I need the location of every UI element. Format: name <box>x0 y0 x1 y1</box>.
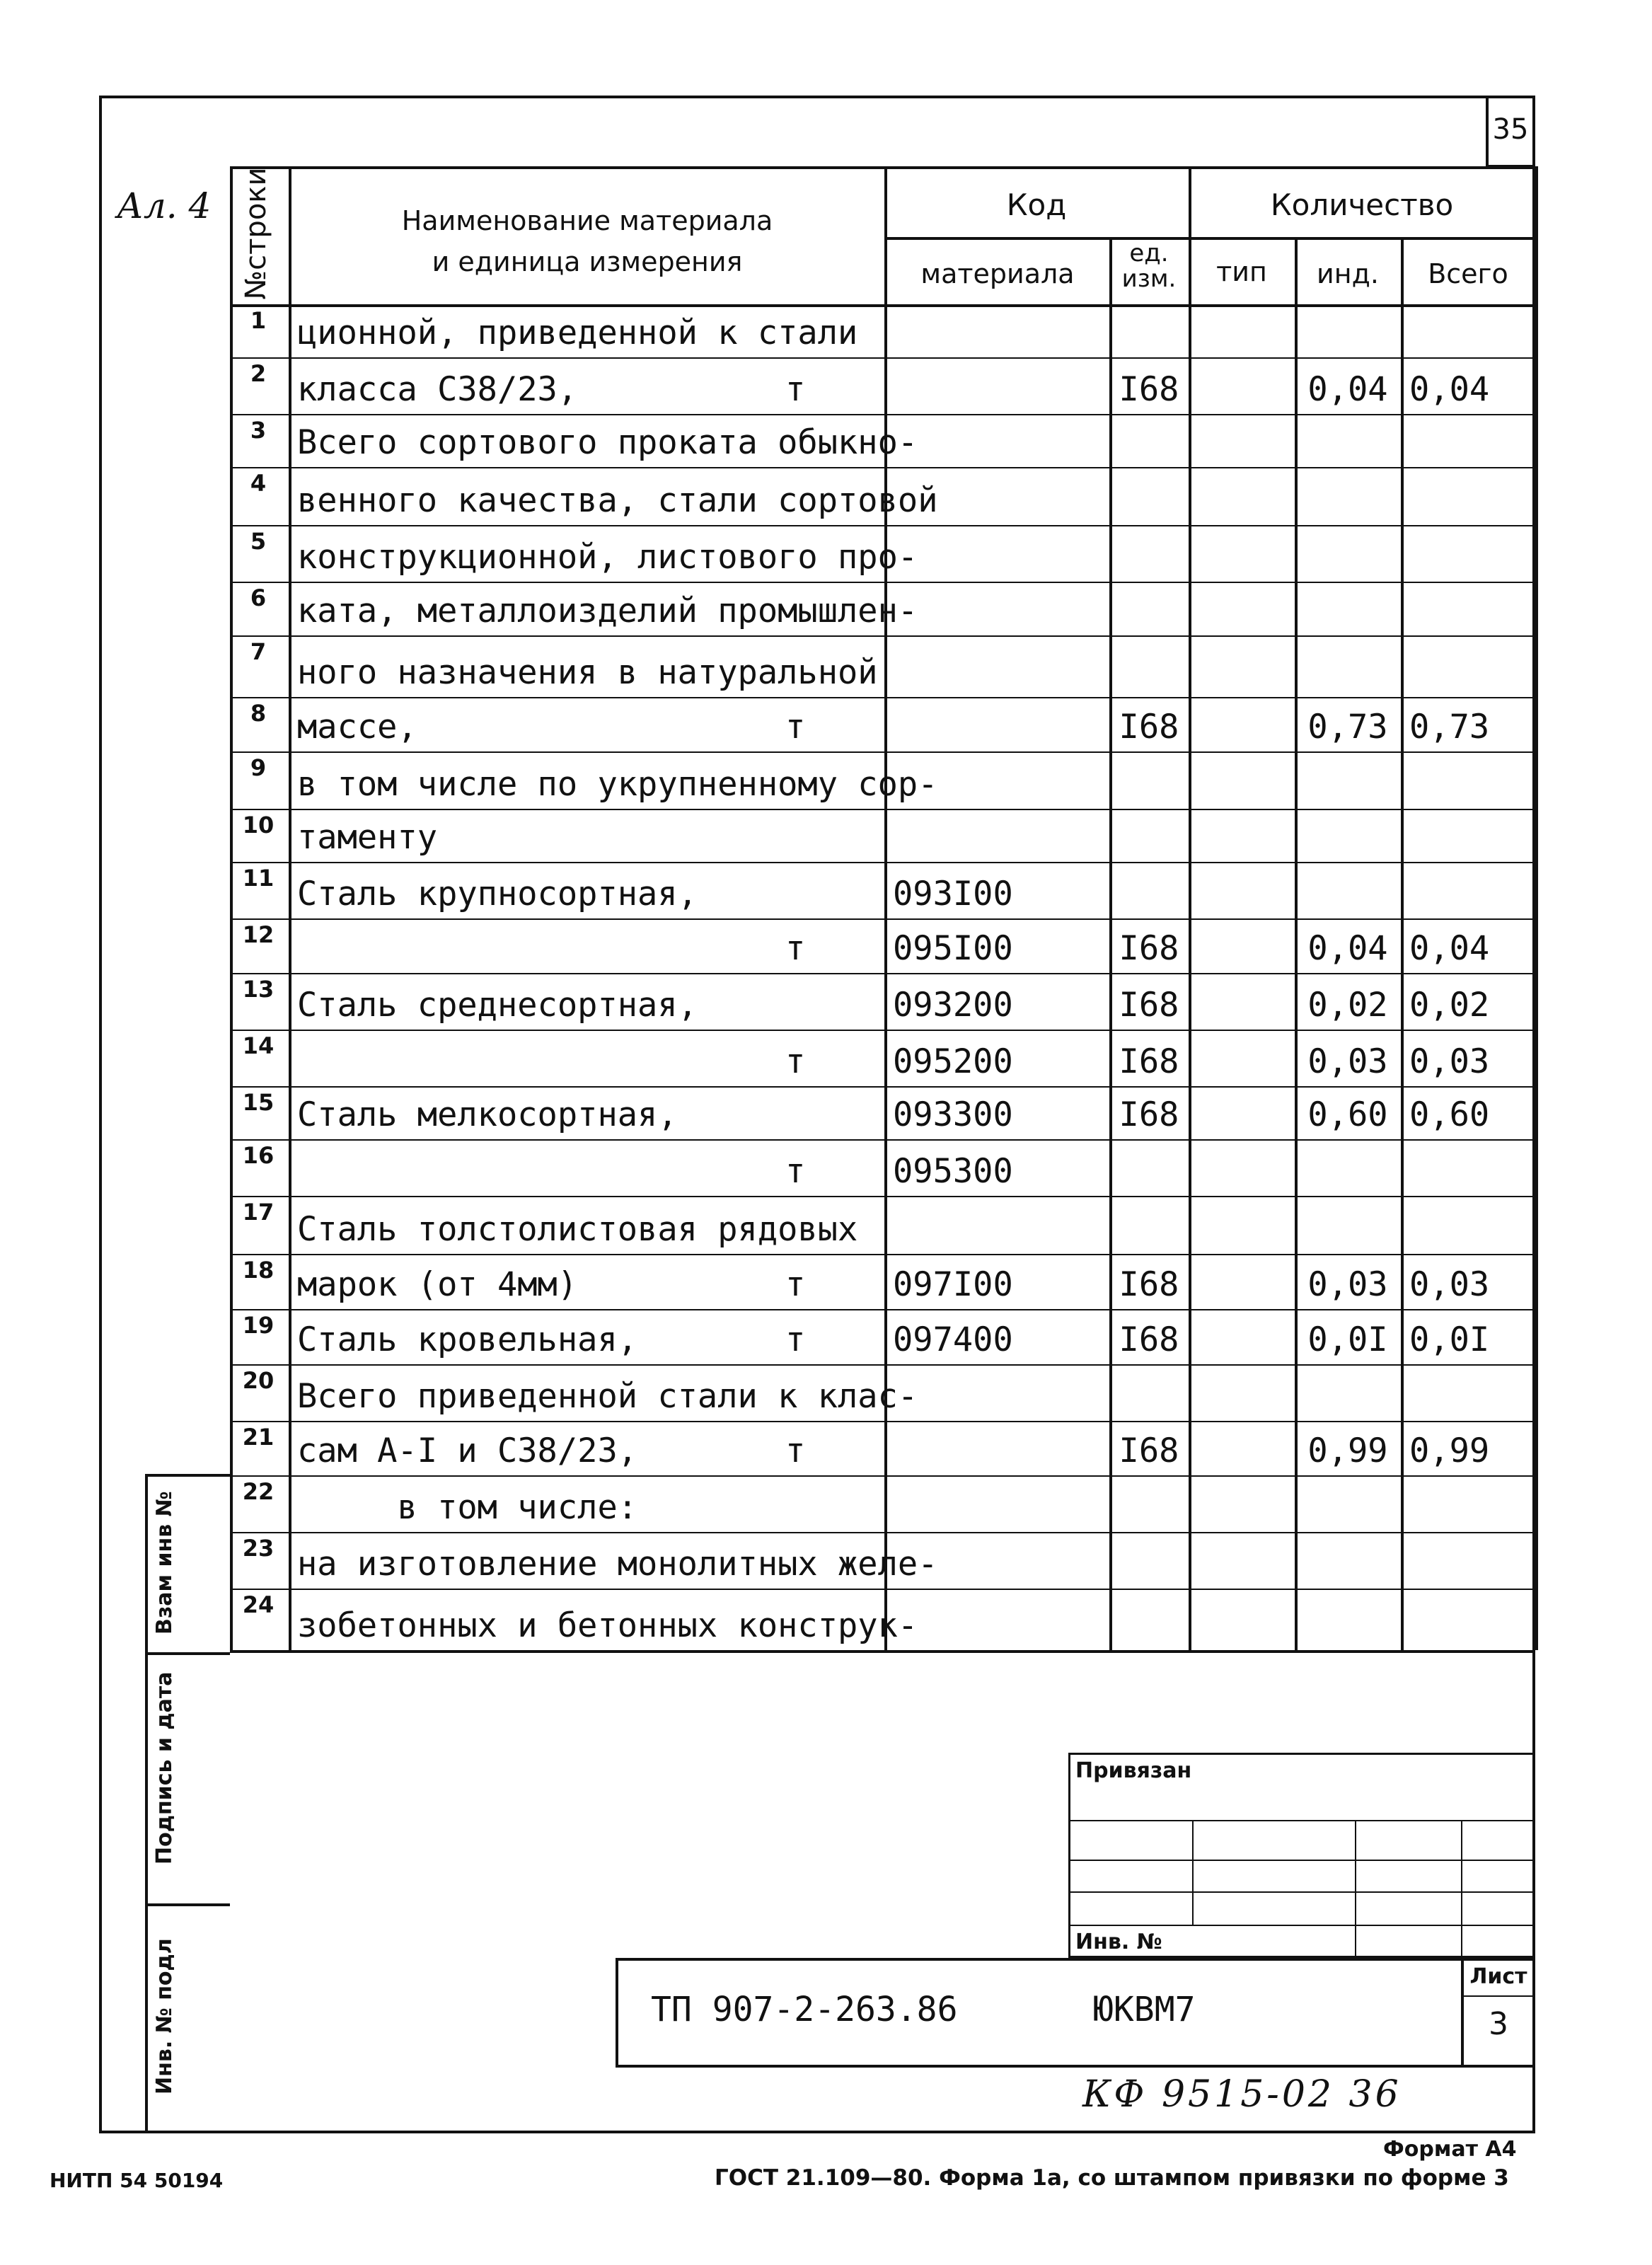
row-number: 11 <box>242 865 275 892</box>
row-unit: I68 <box>1119 708 1179 747</box>
row-name: ного назначения в натуральной <box>297 653 878 692</box>
table-row <box>0 862 1652 918</box>
header-row-number: №строки <box>240 167 272 300</box>
row-unit: I68 <box>1119 1095 1179 1134</box>
sheet-label: Лист <box>1469 1964 1527 1989</box>
row-name: в том числе: <box>297 1488 638 1527</box>
row-number: 24 <box>242 1591 275 1618</box>
table-row <box>0 525 1652 582</box>
header-qty-total: Всего <box>1428 258 1508 289</box>
row-qty-ind: 0,99 <box>1307 1431 1388 1470</box>
row-name: Сталь мелкосортная, <box>297 1095 678 1134</box>
table-row <box>0 697 1652 751</box>
row-name: на изготовление монолитных желе- <box>297 1545 938 1584</box>
table-row <box>0 1196 1652 1254</box>
row-qty-total: 0,03 <box>1409 1265 1490 1304</box>
row-unit-t: т <box>785 1265 806 1304</box>
document-mark: ЮКВМ7 <box>1093 1990 1196 2029</box>
row-code: 093300 <box>893 1095 1013 1134</box>
header-name-line2: и единица измерения <box>432 246 743 277</box>
row-qty-total: 0,02 <box>1409 986 1490 1025</box>
row-unit-t: т <box>785 1320 806 1359</box>
table-row <box>0 414 1652 467</box>
marginal-note: Ал. 4 <box>117 185 212 226</box>
privyazan-line2 <box>1068 1860 1535 1861</box>
header-qty-type: тип <box>1216 256 1267 287</box>
privyazan-line3 <box>1068 1891 1535 1893</box>
row-qty-total: 0,60 <box>1409 1095 1490 1134</box>
row-name: зобетонных и бетонных конструк- <box>297 1606 918 1645</box>
row-number: 8 <box>250 700 267 727</box>
header-code-unit: ед. изм. <box>1121 239 1177 293</box>
table-row <box>0 582 1652 635</box>
row-number: 2 <box>250 360 267 387</box>
row-name: венного качества, стали сортовой <box>297 481 938 520</box>
row-number: 18 <box>242 1257 275 1284</box>
row-unit-t: т <box>785 1042 806 1081</box>
row-code: 093200 <box>893 986 1013 1025</box>
table-row <box>0 1589 1652 1650</box>
row-number: 19 <box>242 1312 275 1339</box>
row-unit: I68 <box>1119 1320 1179 1359</box>
row-name: таменту <box>297 818 438 857</box>
table-row <box>0 1254 1652 1309</box>
row-number: 16 <box>242 1142 275 1169</box>
header-quantity: Количество <box>1270 188 1454 222</box>
row-qty-total: 0,99 <box>1409 1431 1490 1470</box>
table-row <box>0 1030 1652 1086</box>
sheet-number: 3 <box>1489 2006 1508 2042</box>
row-name: сам А-I и С38/23, <box>297 1431 638 1470</box>
row-number: 5 <box>250 528 267 555</box>
side-stamp-div2 <box>145 1903 230 1906</box>
privyazan-label: Привязан <box>1075 1758 1192 1783</box>
row-qty-total: 0,0I <box>1409 1320 1490 1359</box>
table-row <box>0 467 1652 525</box>
page-number: 35 <box>1492 113 1529 146</box>
row-qty-total: 0,03 <box>1409 1042 1490 1081</box>
table-row <box>0 1421 1652 1475</box>
row-qty-total: 0,73 <box>1409 708 1490 747</box>
row-unit-t: т <box>785 708 806 747</box>
handwritten-code: КФ 9515-02 36 <box>1082 2073 1402 2116</box>
row-unit-t: т <box>785 1152 806 1191</box>
row-name: конструкционной, листового про- <box>297 538 918 577</box>
format-label: Формат А4 <box>1383 2137 1517 2162</box>
row-unit: I68 <box>1119 929 1179 968</box>
row-qty-ind: 0,04 <box>1307 370 1388 409</box>
row-number: 7 <box>250 638 267 665</box>
row-number: 23 <box>242 1535 275 1562</box>
table-row <box>0 1139 1652 1196</box>
row-qty-total: 0,04 <box>1409 929 1490 968</box>
header-subline <box>884 237 1535 240</box>
row-name: ционной, приведенной к стали <box>297 313 858 352</box>
privyazan-stamp <box>1068 1753 1535 1958</box>
row-qty-ind: 0,73 <box>1307 708 1388 747</box>
row-number: 20 <box>242 1367 275 1394</box>
row-number: 21 <box>242 1424 275 1451</box>
row-name: марок (от 4мм) <box>297 1265 578 1304</box>
row-name: Всего сортового проката обыкно- <box>297 423 918 462</box>
row-name: Всего приведенной стали к клас- <box>297 1377 918 1416</box>
row-number: 14 <box>242 1032 275 1059</box>
table-row <box>0 304 1652 357</box>
row-code: 097I00 <box>893 1265 1013 1304</box>
footer-left: НИТП 54 50194 <box>50 2169 224 2192</box>
row-number: 1 <box>250 307 267 334</box>
side-label-inv-podl: Инв. № подл <box>152 1938 177 2094</box>
row-code: 093I00 <box>893 875 1013 914</box>
row-number: 4 <box>250 470 267 497</box>
row-qty-ind: 0,02 <box>1307 986 1388 1025</box>
row-name: Сталь кровельная, <box>297 1320 638 1359</box>
table-row <box>0 1309 1652 1364</box>
row-qty-ind: 0,60 <box>1307 1095 1388 1134</box>
table-row <box>0 751 1652 809</box>
table-row <box>0 1532 1652 1589</box>
side-stamp-div1 <box>145 1652 230 1655</box>
table-row <box>0 357 1652 414</box>
row-unit-t: т <box>785 1431 806 1470</box>
table-bottom-line <box>230 1650 1535 1653</box>
row-qty-total: 0,04 <box>1409 370 1490 409</box>
row-name: Сталь крупносортная, <box>297 875 698 914</box>
header-name-line1: Наименование материала <box>401 205 773 236</box>
row-name: Сталь толстолистовая рядовых <box>297 1210 858 1249</box>
row-name: Сталь среднесортная, <box>297 986 698 1025</box>
table-row <box>0 635 1652 697</box>
privyazan-v1 <box>1192 1820 1194 1925</box>
row-number: 15 <box>242 1089 275 1116</box>
row-code: 095300 <box>893 1152 1013 1191</box>
row-unit: I68 <box>1119 370 1179 409</box>
table-top-line <box>230 166 1535 169</box>
row-number: 12 <box>242 921 275 948</box>
row-code: 095200 <box>893 1042 1013 1081</box>
row-code: 097400 <box>893 1320 1013 1359</box>
row-unit-t: т <box>785 929 806 968</box>
title-block-sheet-line <box>1461 1995 1535 1997</box>
table-row <box>0 918 1652 973</box>
row-name: массе, <box>297 708 417 747</box>
row-unit: I68 <box>1119 1265 1179 1304</box>
table-row <box>0 1086 1652 1139</box>
side-stamp-top <box>145 1474 230 1477</box>
header-code-material: материала <box>920 258 1075 289</box>
row-name: класса С38/23, <box>297 370 578 409</box>
footer-right: ГОСТ 21.109—80. Форма 1а, со штампом привязки по форме 3 <box>715 2165 1509 2191</box>
table-row <box>0 1364 1652 1421</box>
privyazan-line4 <box>1068 1925 1535 1926</box>
row-number: 22 <box>242 1478 275 1505</box>
side-label-vzam: Взам инв № <box>152 1491 177 1635</box>
row-code: 095I00 <box>893 929 1013 968</box>
row-unit-t: т <box>785 370 806 409</box>
table-row <box>0 1475 1652 1532</box>
document-code: ТП 907-2-263.86 <box>651 1990 958 2029</box>
row-unit: I68 <box>1119 1431 1179 1470</box>
row-qty-ind: 0,04 <box>1307 929 1388 968</box>
row-number: 10 <box>242 812 275 838</box>
row-unit: I68 <box>1119 986 1179 1025</box>
side-label-podpis: Подпись и дата <box>152 1671 177 1865</box>
side-stamp-outer <box>145 1475 148 2133</box>
row-qty-ind: 0,03 <box>1307 1042 1388 1081</box>
row-number: 9 <box>250 754 267 781</box>
table-row <box>0 809 1652 862</box>
row-qty-ind: 0,0I <box>1307 1320 1388 1359</box>
inv-no-label: Инв. № <box>1075 1930 1162 1954</box>
row-qty-ind: 0,03 <box>1307 1265 1388 1304</box>
row-name: в том числе по укрупненному сор- <box>297 765 938 804</box>
privyazan-v2 <box>1355 1820 1356 1958</box>
row-number: 6 <box>250 584 267 611</box>
row-name: ката, металлоизделий промышлен- <box>297 592 918 630</box>
row-number: 17 <box>242 1199 275 1226</box>
privyazan-v3 <box>1461 1820 1462 1958</box>
header-qty-ind: инд. <box>1317 258 1379 289</box>
row-number: 13 <box>242 976 275 1003</box>
table-row <box>0 973 1652 1030</box>
row-unit: I68 <box>1119 1042 1179 1081</box>
header-code: Код <box>1006 188 1067 222</box>
privyazan-line1 <box>1068 1820 1535 1821</box>
row-number: 3 <box>250 417 267 444</box>
